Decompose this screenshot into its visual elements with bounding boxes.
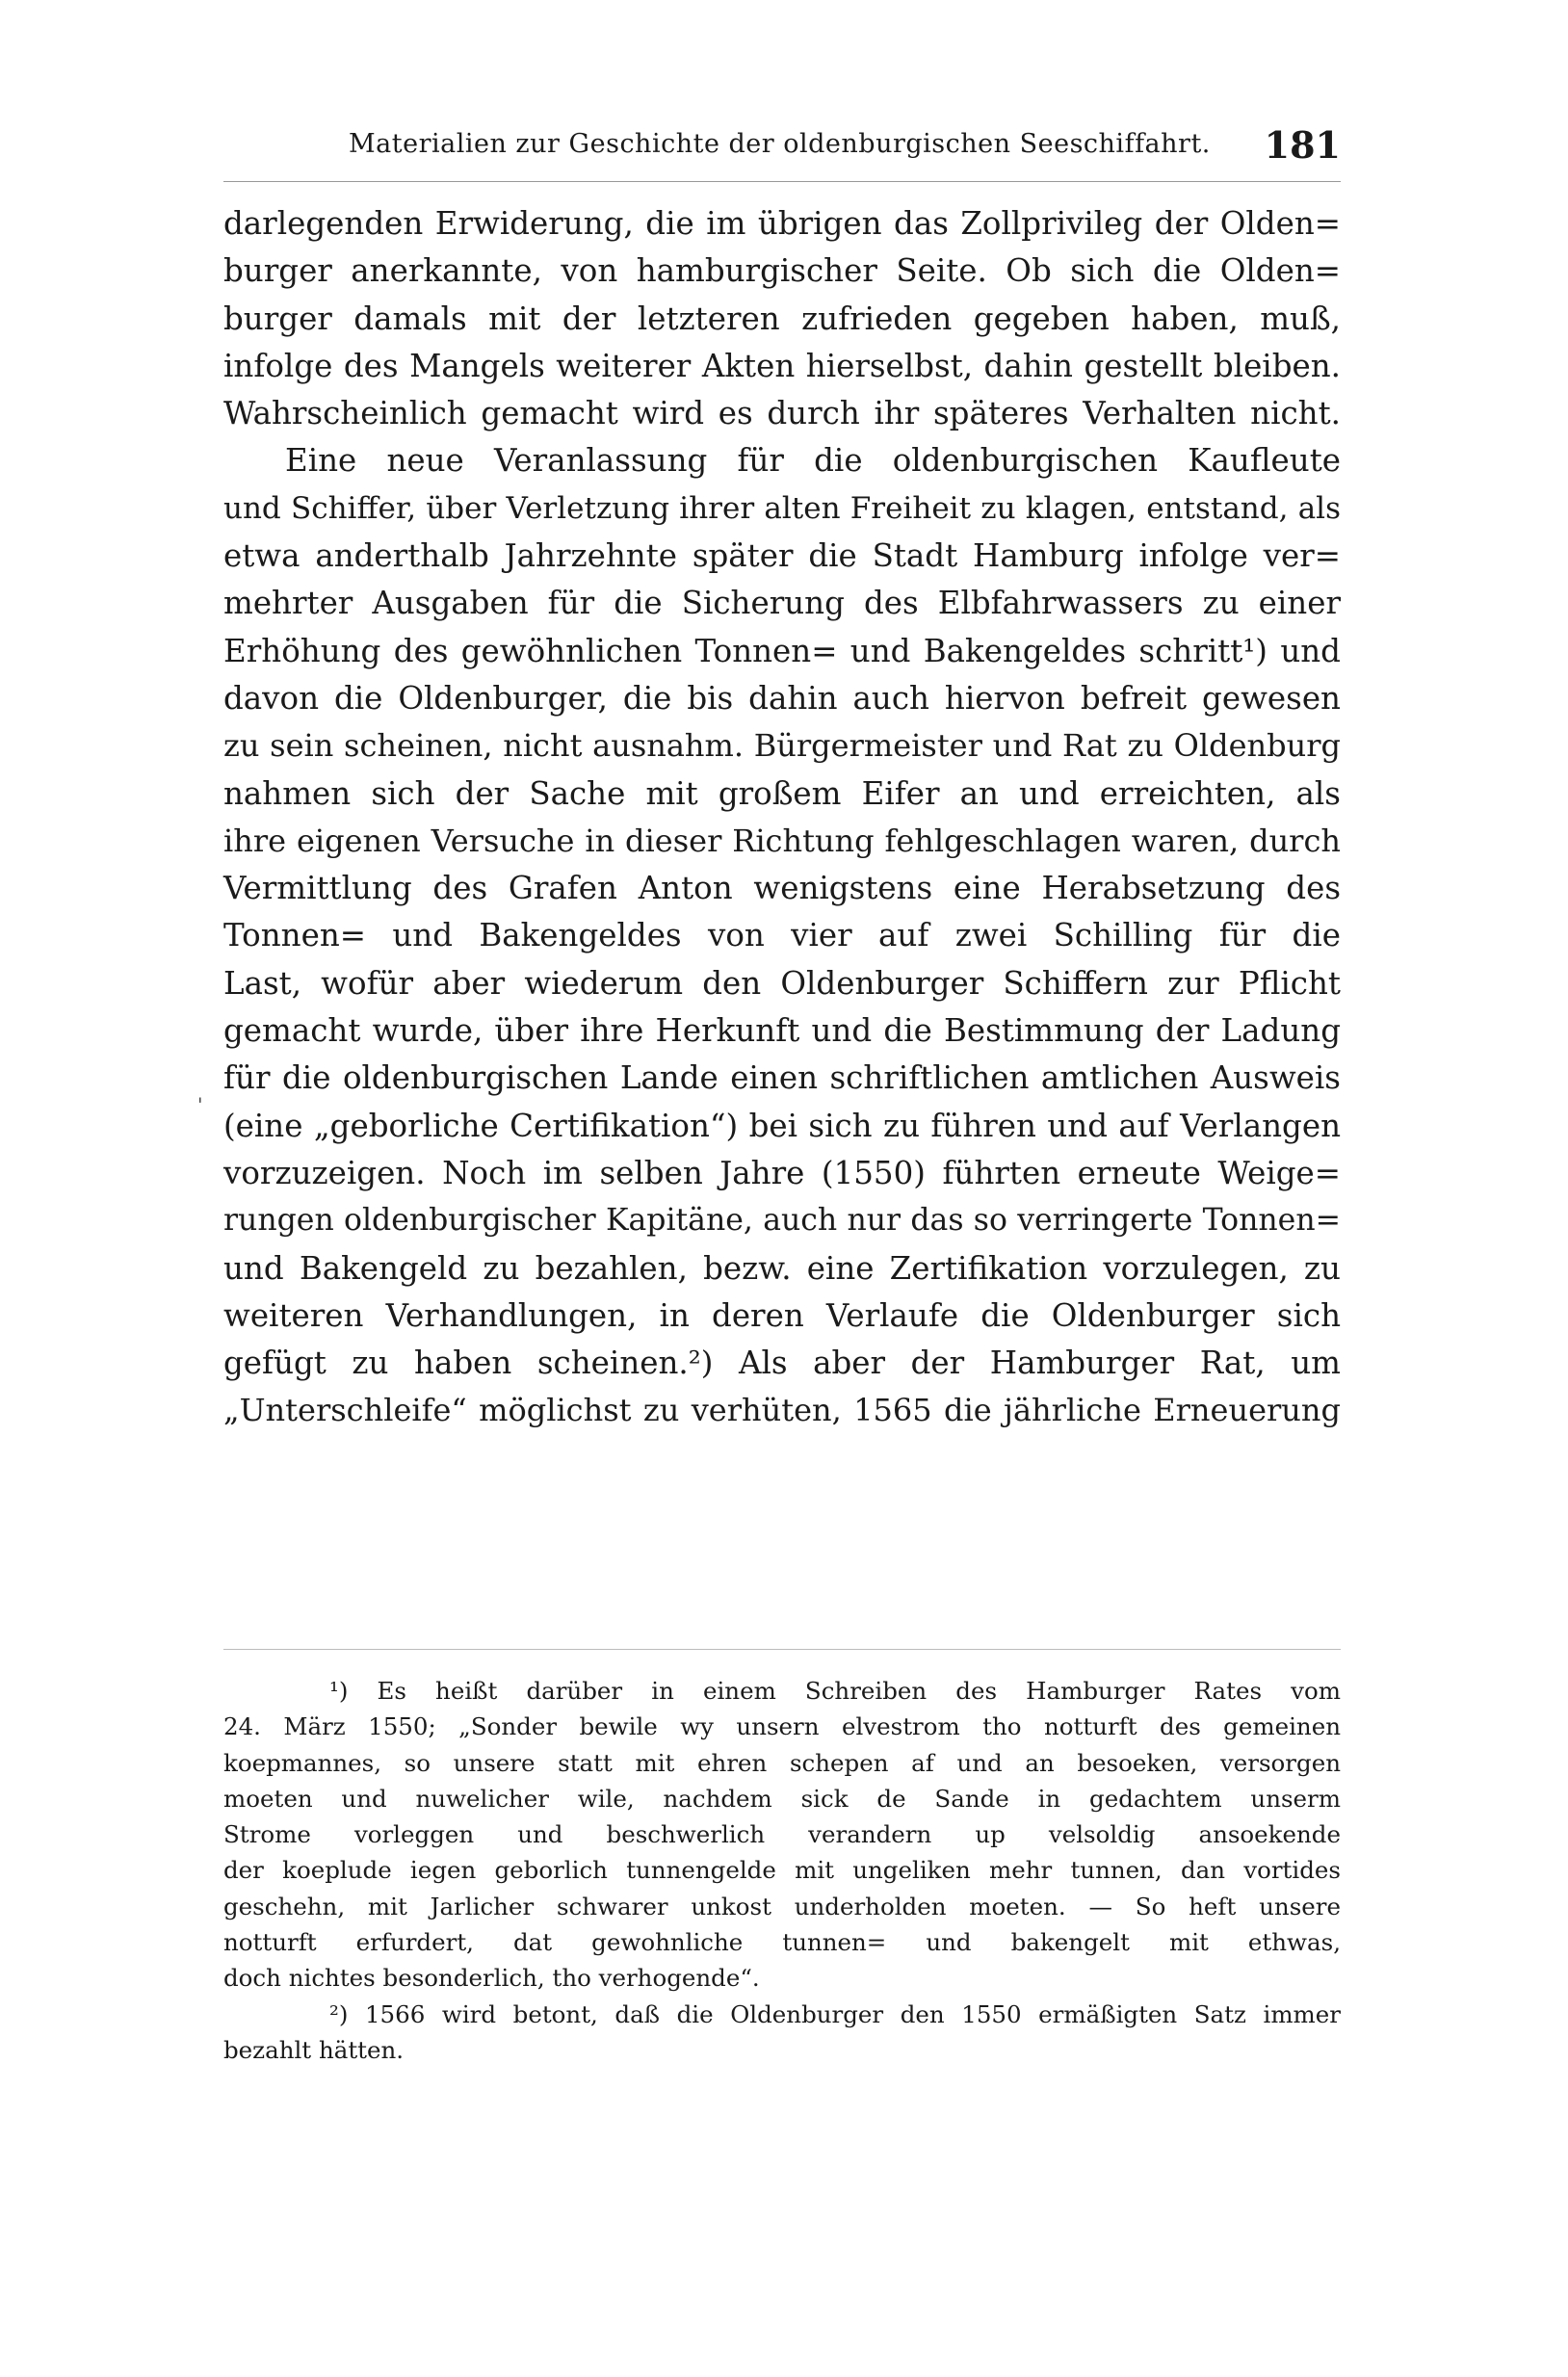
text-line: (eine „geborliche Certifikation“) bei sich zu führen und auf Verlangen: [223, 1107, 1341, 1144]
text-line: Erhöhung des gewöhnlichen Tonnen= und Bakengeldes schritt¹) und: [223, 632, 1341, 669]
footnote-line: Strome vorleggen und beschwerlich verandern up velsoldig ansoekende: [223, 1820, 1341, 1849]
text-line: infolge des Mangels weiterer Akten hierselbst, dahin gestellt bleiben.: [223, 347, 1341, 384]
text-line: burger anerkannte, von hamburgischer Seite. Ob sich die Olden=: [223, 252, 1341, 290]
footnotes: [223, 1673, 1341, 2068]
header-rule: [223, 181, 1341, 182]
text-line: burger damals mit der letzteren zufrieden gegeben haben, muß,: [223, 300, 1341, 337]
text-line: Last, wofür aber wiederum den Oldenburger Schiffern zur Pflicht: [223, 964, 1341, 1002]
text-line: davon die Oldenburger, die bis dahin auch hiervon befreit gewesen: [223, 679, 1341, 717]
footnote-line: bezahlt hätten.: [223, 2035, 405, 2064]
footnote-line: doch nichtes besonderlich, tho verhogende“.: [223, 1964, 760, 1993]
footnote-line: der koeplude iegen geborlich tunnengelde mit ungeliken mehr tunnen, dan vortides: [223, 1856, 1341, 1885]
text-line: zu sein scheinen, nicht ausnahm. Bürgermeister und Rat zu Oldenburg: [223, 727, 1341, 765]
footnote-line: moeten und nuwelicher wile, nachdem sick de Sande in gedachtem unserm: [223, 1784, 1341, 1813]
text-line: Tonnen= und Bakengeldes von vier auf zwei Schilling für die: [223, 917, 1341, 954]
text-line: weiteren Verhandlungen, in deren Verlaufe die Oldenburger sich: [223, 1296, 1341, 1334]
page-number: 181: [1264, 123, 1341, 167]
text-line: „Unterschleife“ möglichst zu verhüten, 1565 die jährliche Erneuerung: [223, 1392, 1341, 1429]
running-title: Materialien zur Geschichte der oldenburgischen Seeschiffahrt.: [349, 129, 1211, 159]
text-line: nahmen sich der Sache mit großem Eifer an und erreichten, als: [223, 774, 1341, 812]
footnote-line: notturft erfurdert, dat gewohnliche tunnen= und bakengelt mit ethwas,: [223, 1928, 1341, 1957]
text-line: mehrter Ausgaben für die Sicherung des Elbfahrwassers zu einer: [223, 585, 1341, 622]
text-line: und Bakengeld zu bezahlen, bezw. eine Zertifikation vorzulegen, zu: [223, 1249, 1341, 1287]
text-line: etwa anderthalb Jahrzehnte später die Stadt Hamburg infolge ver=: [223, 537, 1341, 575]
text-line: gefügt zu haben scheinen.²) Als aber der Hamburger Rat, um: [223, 1345, 1341, 1382]
footnote-line: ²) 1566 wird betont, daß die Oldenburger den 1550 ermäßigten Satz immer: [329, 1999, 1341, 2028]
page-header: [223, 123, 1341, 181]
text-line: Wahrscheinlich gemacht wird es durch ihr späteres Verhalten nicht.: [223, 395, 1341, 432]
text-line: ihre eigenen Versuche in dieser Richtung fehlgeschlagen waren, durch: [223, 822, 1341, 859]
footnote-line: 24. März 1550; „Sonder bewile wy unsern elvestrom tho notturft des gemeinen: [223, 1712, 1341, 1741]
footnote-line: geschehn, mit Jarlicher schwarer unkost underholden moeten. — So heft unsere: [223, 1892, 1341, 1920]
text-line: Eine neue Veranlassung für die oldenburgischen Kaufleute: [285, 442, 1341, 480]
margin-mark: ': [197, 1093, 203, 1116]
main-text: [223, 200, 1341, 1435]
footnote-line: koepmannes, so unsere statt mit ehren schepen af und an besoeken, versorgen: [223, 1748, 1341, 1777]
text-line: gemacht wurde, über ihre Herkunft und die Bestimmung der Ladung: [223, 1012, 1341, 1050]
text-line: rungen oldenburgischer Kapitäne, auch nur das so verringerte Tonnen=: [223, 1203, 1341, 1239]
text-line: vorzuzeigen. Noch im selben Jahre (1550) führten erneute Weige=: [223, 1154, 1341, 1191]
text-line: für die oldenburgischen Lande einen schriftlichen amtlichen Ausweis: [223, 1059, 1341, 1097]
text-line: Vermittlung des Grafen Anton wenigstens eine Herabsetzung des: [223, 870, 1341, 907]
text-line: und Schiffer, über Verletzung ihrer alten Freiheit zu klagen, entstand, als: [223, 490, 1341, 526]
footnote-line: ¹) Es heißt darüber in einem Schreiben des Hamburger Rates vom: [329, 1677, 1341, 1705]
text-line: darlegenden Erwiderung, die im übrigen das Zollprivileg der Olden=: [223, 205, 1341, 242]
footnote-rule: [223, 1649, 1341, 1650]
